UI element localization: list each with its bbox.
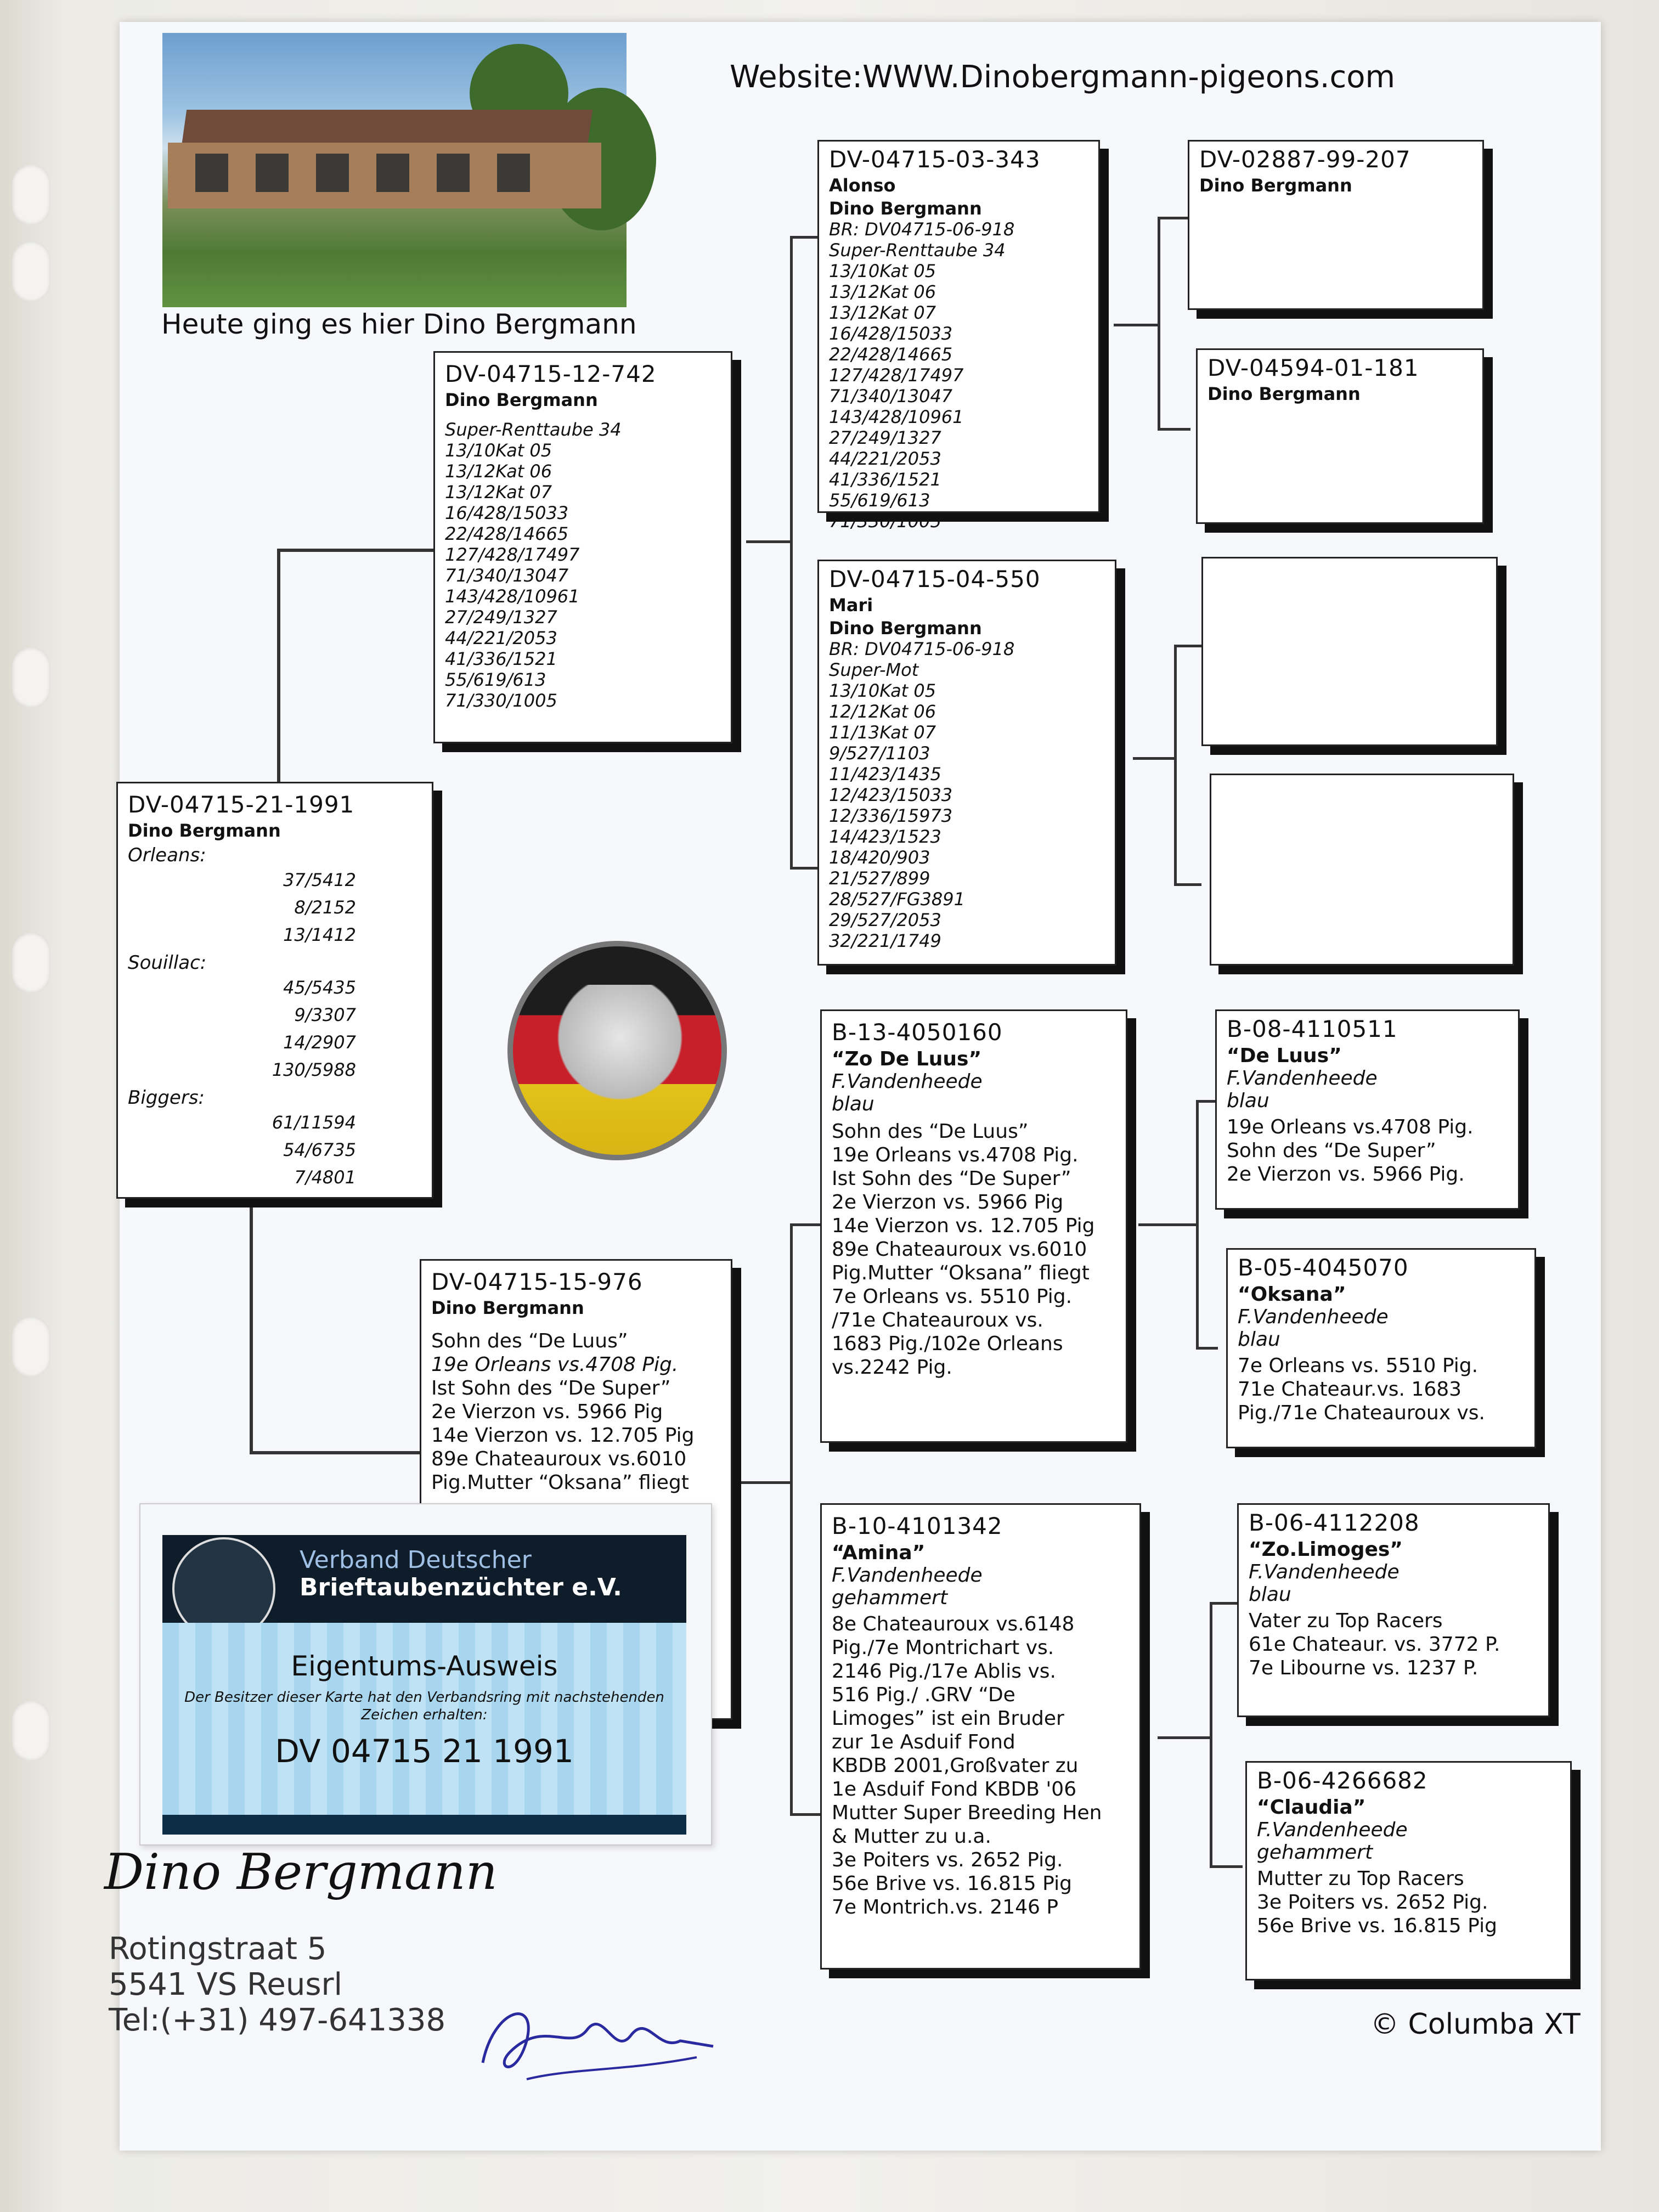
connector bbox=[1133, 757, 1177, 760]
result-line: vs.2242 Pig. bbox=[832, 1356, 952, 1379]
ggp-box-6 bbox=[1226, 1248, 1536, 1448]
breeder-name: Dino Bergmann bbox=[1199, 175, 1352, 196]
result-line: Sohn des “De Luus” bbox=[832, 1120, 1029, 1143]
phone-number: Tel:(+31) 497-641338 bbox=[109, 2002, 446, 2038]
ggp-box-empty-1 bbox=[1201, 557, 1498, 746]
breeder-name: F.Vandenheede bbox=[832, 1070, 983, 1093]
result-line: 19e Orleans vs.4708 Pig. bbox=[1227, 1116, 1474, 1138]
card-stripe bbox=[162, 1815, 686, 1835]
result-line: 13/10Kat 05 bbox=[829, 261, 936, 281]
result-line: /71e Chateauroux vs. bbox=[832, 1309, 1043, 1331]
connector bbox=[277, 549, 280, 785]
pigeon-name: “Amina” bbox=[832, 1542, 926, 1564]
result-line: 22/428/14665 bbox=[445, 523, 569, 544]
color-label: gehammert bbox=[1257, 1841, 1373, 1864]
result-line: 2e Vierzon vs. 5966 Pig. bbox=[1227, 1163, 1465, 1186]
result-line: 89e Chateauroux vs.6010 bbox=[832, 1238, 1087, 1261]
connector bbox=[790, 236, 793, 867]
connector bbox=[1174, 645, 1177, 886]
result-line: 28/527/FG3891 bbox=[829, 889, 965, 910]
result-line: zur 1e Asduif Fond bbox=[832, 1731, 1015, 1753]
connector bbox=[1158, 1736, 1212, 1739]
result-line: 44/221/2053 bbox=[829, 448, 941, 469]
connector bbox=[1158, 217, 1190, 219]
result-line: 7e Libourne vs. 1237 P. bbox=[1249, 1657, 1479, 1679]
result-line: 3e Poiters vs. 2652 Pig. bbox=[832, 1849, 1063, 1871]
connector bbox=[1158, 217, 1160, 428]
pigeon-name: “Zo De Luus” bbox=[832, 1048, 982, 1070]
result-line: Sohn des “De Super” bbox=[1227, 1139, 1436, 1162]
breeder-name: Dino Bergmann bbox=[829, 198, 982, 219]
connector bbox=[250, 1451, 420, 1454]
result-line: 13/10Kat 05 bbox=[829, 680, 936, 701]
breeder-name: Dino Bergmann bbox=[445, 390, 598, 410]
subject-box bbox=[116, 782, 433, 1199]
connector bbox=[790, 1813, 823, 1816]
pigeon-name: “Oksana” bbox=[1238, 1283, 1346, 1306]
color-label: blau bbox=[1238, 1328, 1280, 1351]
connector bbox=[1158, 428, 1190, 431]
result-line: 13/12Kat 07 bbox=[829, 302, 936, 323]
result-line: 19e Orleans vs.4708 Pig. bbox=[431, 1353, 679, 1376]
result-line: 16/428/15033 bbox=[829, 323, 953, 344]
color-label: blau bbox=[832, 1093, 874, 1115]
result-line: 7/4801 bbox=[294, 1167, 356, 1188]
result-line: 516 Pig./ .GRV “De bbox=[832, 1684, 1015, 1706]
result-line: 27/249/1327 bbox=[445, 607, 557, 628]
result-line: 45/5435 bbox=[283, 977, 356, 998]
result-line: 54/6735 bbox=[283, 1139, 356, 1160]
binder-hole bbox=[12, 1317, 50, 1377]
handwritten-signature bbox=[461, 1975, 735, 2096]
connector bbox=[746, 540, 793, 543]
card-body bbox=[162, 1623, 686, 1815]
ring-number: B-08-4110511 bbox=[1227, 1015, 1398, 1042]
result-line: 89e Chateauroux vs.6010 bbox=[431, 1448, 687, 1470]
result-line: Sohn des “De Luus” bbox=[431, 1330, 628, 1352]
ring-number: B-06-4266682 bbox=[1257, 1767, 1428, 1794]
result-line: BR: DV04715-06-918 bbox=[829, 219, 1015, 240]
result-line: 1e Asduif Fond KBDB '06 bbox=[832, 1778, 1077, 1801]
breeder-name: Dino Bergmann bbox=[829, 618, 982, 639]
ring-number: DV-04715-04-550 bbox=[829, 566, 1041, 592]
pigeon-name: Mari bbox=[829, 595, 873, 616]
result-line: 8e Chateauroux vs.6148 bbox=[832, 1613, 1075, 1635]
result-line: 14/423/1523 bbox=[829, 826, 941, 847]
result-line: 2e Vierzon vs. 5966 Pig bbox=[832, 1191, 1064, 1214]
result-line: 55/619/613 bbox=[829, 490, 930, 511]
connector bbox=[790, 1223, 823, 1226]
card-org-line1: Verband Deutscher bbox=[300, 1546, 532, 1574]
result-line: 7e Orleans vs. 5510 Pig. bbox=[1238, 1355, 1479, 1377]
result-line: Limoges” ist ein Bruder bbox=[832, 1707, 1064, 1730]
ring-number: DV-02887-99-207 bbox=[1199, 146, 1411, 173]
binder-hole bbox=[12, 165, 50, 225]
result-line: 16/428/15033 bbox=[445, 503, 569, 523]
signature-name: Dino Bergmann bbox=[104, 1843, 498, 1901]
binder-hole bbox=[12, 647, 50, 708]
ggp-box-8 bbox=[1245, 1761, 1572, 1980]
result-line: Pig./71e Chateauroux vs. bbox=[1238, 1402, 1486, 1424]
ring-number: DV-04715-15-976 bbox=[431, 1268, 643, 1295]
result-line: & Mutter zu u.a. bbox=[832, 1825, 991, 1848]
sire-sire-box bbox=[817, 140, 1100, 532]
result-line: 12/336/15973 bbox=[829, 805, 953, 826]
card-ring-number: DV 04715 21 1991 bbox=[275, 1733, 574, 1770]
result-line: 61/11594 bbox=[272, 1112, 356, 1133]
result-line: 44/221/2053 bbox=[445, 628, 557, 648]
result-line: 1683 Pig./102e Orleans bbox=[832, 1333, 1063, 1355]
result-line: Souillac: bbox=[128, 952, 207, 974]
result-line: BR: DV04715-06-918 bbox=[829, 639, 1015, 659]
ring-number: B-06-4112208 bbox=[1249, 1509, 1420, 1536]
binder-hole bbox=[12, 241, 50, 302]
result-line: 71/330/1005 bbox=[829, 511, 941, 532]
result-line: 56e Brive vs. 16.815 Pig bbox=[1257, 1915, 1497, 1937]
connector bbox=[1138, 1223, 1199, 1226]
result-line: 2e Vierzon vs. 5966 Pig bbox=[431, 1401, 663, 1423]
result-line: 3e Poiters vs. 2652 Pig. bbox=[1257, 1891, 1488, 1914]
result-line: 71e Chateaur.vs. 1683 bbox=[1238, 1378, 1462, 1401]
result-line: 19e Orleans vs.4708 Pig. bbox=[832, 1144, 1079, 1166]
result-line: 18/420/903 bbox=[829, 847, 930, 868]
ggp-box-empty-2 bbox=[1210, 774, 1514, 966]
result-line: Ist Sohn des “De Super” bbox=[431, 1377, 671, 1400]
result-line: 13/1412 bbox=[283, 924, 356, 945]
ownership-card bbox=[139, 1503, 712, 1846]
connector bbox=[277, 549, 436, 552]
breeder-name: Dino Bergmann bbox=[128, 820, 281, 841]
card-title: Eigentums-Ausweis bbox=[291, 1650, 558, 1682]
ring-number: B-13-4050160 bbox=[832, 1019, 1003, 1046]
result-line: 14/2907 bbox=[283, 1032, 356, 1053]
breeder-name: F.Vandenheede bbox=[1257, 1819, 1408, 1841]
result-line: 127/428/17497 bbox=[445, 544, 580, 565]
connector bbox=[1196, 1347, 1218, 1350]
result-line: 8/2152 bbox=[294, 897, 356, 918]
result-line: 143/428/10961 bbox=[445, 586, 580, 607]
connector bbox=[1210, 1602, 1212, 1865]
ring-number: DV-04715-21-1991 bbox=[128, 791, 355, 818]
result-line: Mutter zu Top Racers bbox=[1257, 1867, 1464, 1890]
pigeon-name: “Zo.Limoges” bbox=[1249, 1538, 1403, 1561]
pigeon-name: Alonso bbox=[829, 175, 896, 196]
result-line: 12/423/15033 bbox=[829, 785, 953, 805]
result-line: 13/12Kat 07 bbox=[445, 482, 552, 503]
address-city: 5541 VS Reusrl bbox=[109, 1967, 343, 2002]
result-line: 22/428/14665 bbox=[829, 344, 953, 365]
copyright-notice: © Columba XT bbox=[1370, 2008, 1581, 2041]
breeder-name: F.Vandenheede bbox=[1227, 1067, 1378, 1090]
result-line: 143/428/10961 bbox=[829, 407, 964, 427]
ring-number: B-05-4045070 bbox=[1238, 1254, 1409, 1281]
ggp-box-5 bbox=[1215, 1009, 1520, 1210]
ring-number: DV-04715-12-742 bbox=[445, 360, 657, 387]
result-line: 55/619/613 bbox=[445, 669, 546, 690]
result-line: 71/340/13047 bbox=[829, 386, 953, 407]
binder-hole bbox=[12, 933, 50, 993]
result-line: 61e Chateaur. vs. 3772 P. bbox=[1249, 1633, 1500, 1656]
result-line: 11/423/1435 bbox=[829, 764, 941, 785]
pigeon-name: “De Luus” bbox=[1227, 1045, 1342, 1067]
result-line: Super-Renttaube 34 bbox=[829, 240, 1006, 261]
result-line: Super-Mot bbox=[829, 659, 919, 680]
ring-number: DV-04715-03-343 bbox=[829, 146, 1041, 173]
breeder-name: F.Vandenheede bbox=[1249, 1561, 1400, 1583]
result-line: 2146 Pig./17e Ablis vs. bbox=[832, 1660, 1056, 1683]
connector bbox=[790, 1223, 793, 1816]
card-org-line2: Brieftaubenzüchter e.V. bbox=[300, 1573, 622, 1601]
eagle-icon bbox=[557, 985, 683, 1116]
result-line: KBDB 2001,Großvater zu bbox=[832, 1754, 1079, 1777]
result-line: 14e Vierzon vs. 12.705 Pig bbox=[431, 1424, 695, 1447]
result-line: 12/12Kat 06 bbox=[829, 701, 936, 722]
address-street: Rotingstraat 5 bbox=[109, 1931, 327, 1967]
result-line: 14e Vierzon vs. 12.705 Pig bbox=[832, 1215, 1095, 1237]
breeder-name: F.Vandenheede bbox=[832, 1564, 983, 1587]
breeder-name: Dino Bergmann bbox=[1207, 383, 1361, 404]
association-seal bbox=[507, 941, 727, 1160]
result-line: Orleans: bbox=[128, 844, 206, 866]
result-line: 7e Orleans vs. 5510 Pig. bbox=[832, 1285, 1073, 1308]
result-line: Vater zu Top Racers bbox=[1249, 1610, 1443, 1632]
result-line: Mutter Super Breeding Hen bbox=[832, 1802, 1102, 1824]
ggp-box-2 bbox=[1196, 348, 1484, 524]
result-line: 41/336/1521 bbox=[829, 469, 941, 490]
loft-photo bbox=[162, 33, 627, 307]
breeder-name: F.Vandenheede bbox=[1238, 1306, 1389, 1328]
connector bbox=[1196, 1100, 1199, 1350]
ggp-box-7 bbox=[1237, 1503, 1550, 1717]
result-line: Pig.Mutter “Oksana” fliegt bbox=[832, 1262, 1090, 1284]
result-line: 9/527/1103 bbox=[829, 743, 930, 764]
result-line: 71/340/13047 bbox=[445, 565, 569, 586]
dam-dam-box bbox=[820, 1503, 1141, 1970]
result-line: 27/249/1327 bbox=[829, 427, 941, 448]
connector bbox=[1210, 1865, 1243, 1868]
sire-dam-box bbox=[817, 560, 1116, 966]
result-line: 13/12Kat 06 bbox=[445, 461, 552, 482]
result-line: 7e Montrich.vs. 2146 P bbox=[832, 1896, 1059, 1918]
connector bbox=[250, 1207, 253, 1454]
result-line: 29/527/2053 bbox=[829, 910, 941, 930]
result-line: 32/221/1749 bbox=[829, 930, 941, 951]
result-line: 11/13Kat 07 bbox=[829, 722, 936, 743]
connector bbox=[1174, 645, 1201, 647]
result-line: Pig./7e Montrichart vs. bbox=[832, 1637, 1054, 1659]
color-label: blau bbox=[1227, 1090, 1269, 1112]
ring-number: B-10-4101342 bbox=[832, 1513, 1003, 1539]
dam-sire-box bbox=[820, 1009, 1127, 1443]
ggp-box-1 bbox=[1188, 140, 1484, 310]
result-line: 127/428/17497 bbox=[829, 365, 964, 386]
connector bbox=[735, 1481, 793, 1484]
website-link[interactable]: Website:WWW.Dinobergmann-pigeons.com bbox=[730, 59, 1396, 95]
result-line: 130/5988 bbox=[272, 1059, 356, 1080]
binder-hole bbox=[12, 1701, 50, 1761]
result-line: 9/3307 bbox=[294, 1005, 356, 1025]
result-line: 13/12Kat 06 bbox=[829, 281, 936, 302]
result-line: 71/330/1005 bbox=[445, 690, 557, 711]
connector bbox=[1196, 1100, 1218, 1103]
result-line: Biggers: bbox=[128, 1087, 205, 1109]
photo-caption: Heute ging es hier Dino Bergmann bbox=[161, 308, 637, 340]
card-text: Der Besitzer dieser Karte hat den Verbandsring mit nachstehenden Zeichen erhalten: bbox=[184, 1689, 664, 1723]
result-line: 37/5412 bbox=[283, 870, 356, 890]
pigeon-name: “Claudia” bbox=[1257, 1796, 1366, 1819]
connector bbox=[1174, 883, 1201, 886]
father-box bbox=[433, 351, 732, 743]
result-line: 21/527/899 bbox=[829, 868, 930, 889]
result-line: Super-Renttaube 34 bbox=[445, 419, 622, 440]
result-line: 41/336/1521 bbox=[445, 648, 557, 669]
result-line: Ist Sohn des “De Super” bbox=[832, 1167, 1071, 1190]
color-label: gehammert bbox=[832, 1587, 948, 1609]
color-label: blau bbox=[1249, 1583, 1291, 1606]
ring-number: DV-04594-01-181 bbox=[1207, 354, 1419, 381]
connector bbox=[1114, 324, 1160, 326]
result-line: 56e Brive vs. 16.815 Pig bbox=[832, 1872, 1072, 1895]
result-line: 13/10Kat 05 bbox=[445, 440, 552, 461]
breeder-name: Dino Bergmann bbox=[431, 1297, 584, 1318]
result-line: Pig.Mutter “Oksana” fliegt bbox=[431, 1471, 689, 1494]
